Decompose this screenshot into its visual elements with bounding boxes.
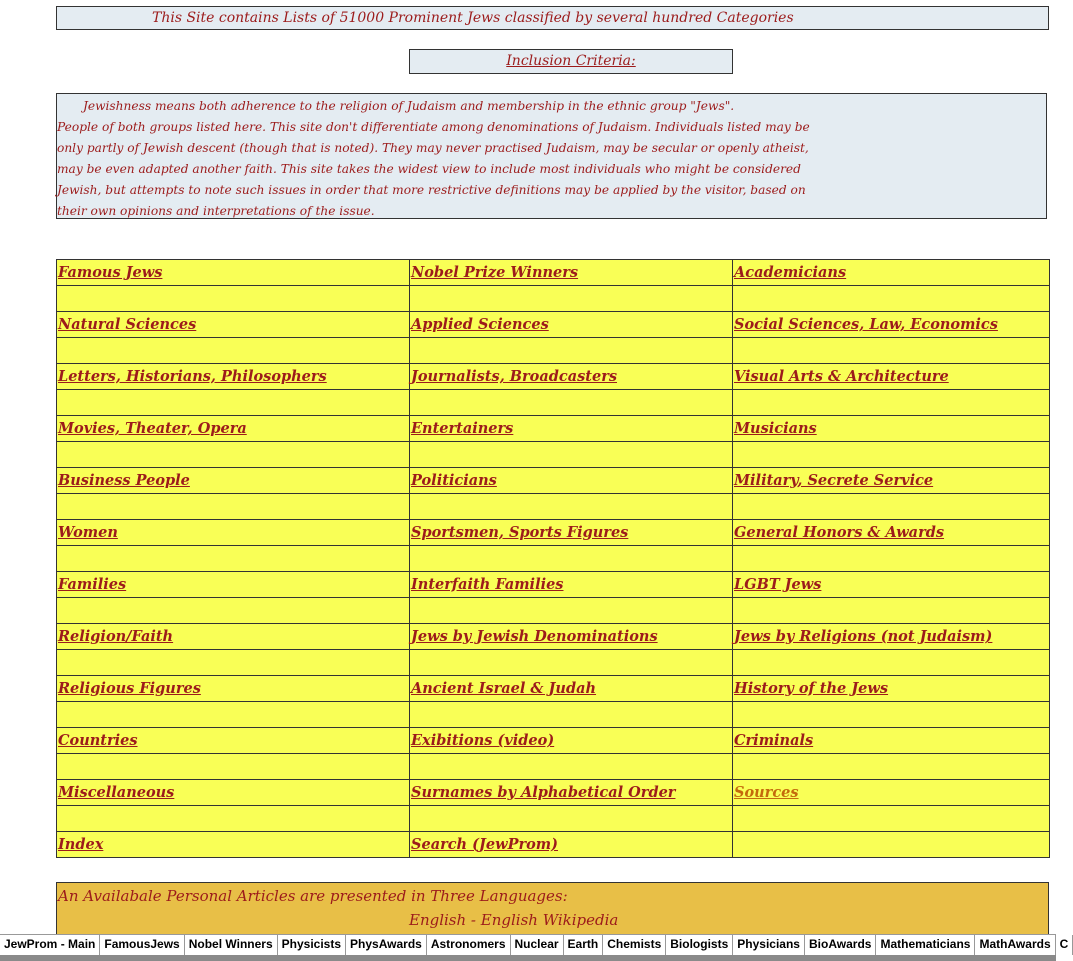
category-cell xyxy=(733,416,1050,442)
empty-cell xyxy=(733,806,1050,832)
category-link[interactable]: Jews by Jewish Denominations xyxy=(411,628,658,645)
spacer-row xyxy=(57,806,1050,832)
sheet-tab[interactable]: Biologists xyxy=(666,935,733,955)
spacer-row xyxy=(57,702,1050,728)
category-link[interactable]: Academicians xyxy=(734,264,847,281)
sheet-tab[interactable]: Earth xyxy=(564,935,604,955)
category-cell xyxy=(410,728,733,754)
category-row xyxy=(57,416,1050,442)
category-row xyxy=(57,832,1050,858)
spacer-row xyxy=(57,390,1050,416)
category-cell xyxy=(57,676,410,702)
category-link[interactable]: Exibitions (video) xyxy=(411,732,555,749)
sheet-tab[interactable]: MathAwards xyxy=(975,935,1055,955)
category-cell xyxy=(733,728,1050,754)
category-link[interactable]: Surnames by Alphabetical Order xyxy=(411,784,676,801)
category-cell xyxy=(733,468,1050,494)
category-link[interactable]: Countries xyxy=(58,732,138,749)
category-link[interactable]: Sources xyxy=(734,784,799,801)
empty-cell xyxy=(733,598,1050,624)
category-cell xyxy=(733,624,1050,650)
sheet-tab[interactable]: Nuclear xyxy=(511,935,564,955)
category-cell xyxy=(57,260,410,286)
description-panel xyxy=(56,93,1047,219)
category-link[interactable]: Interfaith Families xyxy=(411,576,564,593)
category-link[interactable]: Natural Sciences xyxy=(58,316,197,333)
category-link[interactable]: Social Sciences, Law, Economics xyxy=(734,316,998,333)
category-link[interactable]: Nobel Prize Winners xyxy=(411,264,579,281)
category-link[interactable]: Sportsmen, Sports Figures xyxy=(411,524,629,541)
category-link[interactable]: Ancient Israel & Judah xyxy=(411,680,597,697)
empty-cell xyxy=(410,650,733,676)
category-cell xyxy=(57,416,410,442)
empty-cell xyxy=(410,546,733,572)
bottom-sheet-tabs xyxy=(0,934,1069,956)
category-cell xyxy=(733,832,1050,858)
empty-cell xyxy=(410,702,733,728)
category-link[interactable]: Women xyxy=(58,524,118,541)
empty-cell xyxy=(57,390,410,416)
category-link[interactable]: Famous Jews xyxy=(58,264,163,281)
site-header-title: This Site contains Lists of 51000 Prominent Jews classified by several hundred Categories xyxy=(152,10,794,26)
articles-english-text: English - English Wikipedia xyxy=(409,911,619,929)
category-cell xyxy=(410,832,733,858)
category-link[interactable]: Movies, Theater, Opera xyxy=(58,420,247,437)
category-row xyxy=(57,624,1050,650)
category-link[interactable]: Jews by Religions (not Judaism) xyxy=(734,628,993,645)
sheet-tab[interactable]: Chemists xyxy=(603,935,666,955)
category-link[interactable]: Military, Secrete Service xyxy=(734,472,934,489)
category-row xyxy=(57,780,1050,806)
category-cell xyxy=(733,572,1050,598)
category-cell xyxy=(733,364,1050,390)
empty-cell xyxy=(733,702,1050,728)
sheet-tab[interactable]: Nobel Winners xyxy=(185,935,278,955)
category-cell xyxy=(410,364,733,390)
category-cell xyxy=(410,520,733,546)
spacer-row xyxy=(57,338,1050,364)
category-cell xyxy=(410,468,733,494)
category-cell xyxy=(733,312,1050,338)
empty-cell xyxy=(410,338,733,364)
category-row xyxy=(57,520,1050,546)
description-line: may be even adapted another faith. This site takes the widest view to include most individuals who might be considered xyxy=(57,162,801,176)
empty-cell xyxy=(410,494,733,520)
empty-cell xyxy=(733,494,1050,520)
description-line: Jewishness means both adherence to the religion of Judaism and membership in the ethnic group "Jews". xyxy=(83,99,735,113)
empty-cell xyxy=(57,286,410,312)
category-cell xyxy=(57,468,410,494)
category-link[interactable]: Criminals xyxy=(734,732,814,749)
category-cell xyxy=(410,624,733,650)
sheet-tab[interactable]: Mathematicians xyxy=(876,935,975,955)
empty-cell xyxy=(733,546,1050,572)
empty-cell xyxy=(57,442,410,468)
spacer-row xyxy=(57,442,1050,468)
category-link[interactable]: General Honors & Awards xyxy=(734,524,945,541)
category-link[interactable]: Miscellaneous xyxy=(58,784,175,801)
category-cell xyxy=(57,728,410,754)
empty-cell xyxy=(410,442,733,468)
category-cell xyxy=(410,572,733,598)
category-link[interactable]: Politicians xyxy=(411,472,497,489)
category-cell xyxy=(733,260,1050,286)
bottom-scrollbar[interactable] xyxy=(0,955,1056,961)
category-link[interactable]: Religious Figures xyxy=(58,680,201,697)
sheet-tab[interactable]: BioAwards xyxy=(805,935,876,955)
category-link[interactable]: Business People xyxy=(58,472,190,489)
inclusion-criteria-box xyxy=(409,49,733,74)
category-link[interactable]: Index xyxy=(58,836,104,853)
category-link[interactable]: Search (JewProm) xyxy=(411,836,558,853)
category-link[interactable]: Religion/Faith xyxy=(58,628,174,645)
empty-cell xyxy=(410,286,733,312)
empty-cell xyxy=(733,754,1050,780)
empty-cell xyxy=(57,598,410,624)
category-cell xyxy=(410,780,733,806)
category-cell xyxy=(57,572,410,598)
empty-cell xyxy=(57,754,410,780)
spacer-row xyxy=(57,754,1050,780)
category-link[interactable]: Journalists, Broadcasters xyxy=(411,368,618,385)
category-cell xyxy=(410,260,733,286)
sheet-tab[interactable]: PhysAwards xyxy=(346,935,427,955)
empty-cell xyxy=(410,598,733,624)
category-cell xyxy=(410,416,733,442)
category-row xyxy=(57,468,1050,494)
empty-cell xyxy=(733,338,1050,364)
category-cell xyxy=(733,676,1050,702)
empty-cell xyxy=(733,390,1050,416)
inclusion-criteria-link[interactable]: Inclusion Criteria: xyxy=(506,53,636,69)
articles-intro-text: An Availabale Personal Articles are presented in Three Languages: xyxy=(58,887,568,905)
empty-cell xyxy=(57,650,410,676)
empty-cell xyxy=(733,650,1050,676)
sheet-tab[interactable]: Physicians xyxy=(733,935,805,955)
description-line: their own opinions and interpretations of the issue. xyxy=(57,204,375,218)
description-line: only partly of Jewish descent (though that is noted). They may never practised Judaism, may be secular or openly atheist, xyxy=(57,141,809,155)
category-row xyxy=(57,676,1050,702)
category-cell xyxy=(57,312,410,338)
category-link[interactable]: LGBT Jews xyxy=(734,576,822,593)
empty-cell xyxy=(57,702,410,728)
spacer-row xyxy=(57,650,1050,676)
empty-cell xyxy=(733,442,1050,468)
empty-cell xyxy=(57,806,410,832)
category-link[interactable]: Entertainers xyxy=(411,420,514,437)
category-cell xyxy=(733,520,1050,546)
category-row xyxy=(57,364,1050,390)
empty-cell xyxy=(410,806,733,832)
spacer-row xyxy=(57,546,1050,572)
category-cell xyxy=(57,780,410,806)
sheet-tab[interactable]: FamousJews xyxy=(100,935,184,955)
categories-table xyxy=(56,259,1050,858)
category-cell xyxy=(410,312,733,338)
category-cell xyxy=(733,780,1050,806)
category-link[interactable]: History of the Jews xyxy=(734,680,889,697)
category-cell xyxy=(410,676,733,702)
sheet-tab[interactable]: Physicists xyxy=(278,935,346,955)
site-header-banner xyxy=(56,6,1049,30)
description-line: People of both groups listed here. This site don't differentiate among denominations of Judaism. Individuals listed may be xyxy=(57,120,810,134)
category-cell xyxy=(57,520,410,546)
sheet-tab[interactable]: Astronomers xyxy=(427,935,511,955)
category-cell xyxy=(57,624,410,650)
sheet-tab[interactable]: C xyxy=(1056,935,1073,955)
category-cell xyxy=(57,364,410,390)
empty-cell xyxy=(410,390,733,416)
sheet-tab[interactable]: JewProm - Main xyxy=(0,935,100,955)
empty-cell xyxy=(733,286,1050,312)
empty-cell xyxy=(57,494,410,520)
category-row xyxy=(57,312,1050,338)
category-cell xyxy=(57,832,410,858)
category-link[interactable]: Musicians xyxy=(734,420,817,437)
category-row xyxy=(57,728,1050,754)
spacer-row xyxy=(57,286,1050,312)
spacer-row xyxy=(57,494,1050,520)
category-row xyxy=(57,572,1050,598)
category-link[interactable]: Applied Sciences xyxy=(411,316,549,333)
description-line: Jewish, but attempts to note such issues in order that more restrictive definitions may be applied by the visitor, based on xyxy=(57,183,806,197)
empty-cell xyxy=(57,338,410,364)
category-link[interactable]: Families xyxy=(58,576,127,593)
category-link[interactable]: Letters, Historians, Philosophers xyxy=(58,368,327,385)
spacer-row xyxy=(57,598,1050,624)
category-link[interactable]: Visual Arts & Architecture xyxy=(734,368,949,385)
category-row xyxy=(57,260,1050,286)
empty-cell xyxy=(57,546,410,572)
empty-cell xyxy=(410,754,733,780)
